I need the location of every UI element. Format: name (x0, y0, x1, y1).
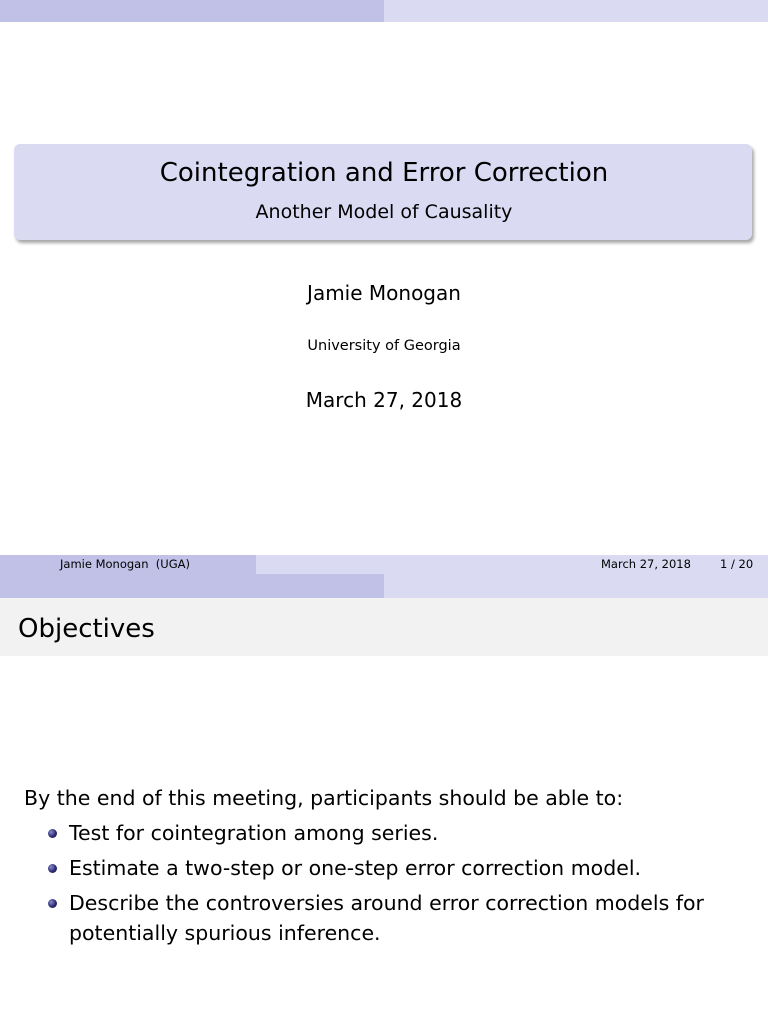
bullet-item: Test for cointegration among series. (69, 821, 439, 845)
slide-subtitle: Another Model of Causality (255, 201, 513, 223)
objectives-intro: By the end of this meeting, participants should be able to: (24, 786, 624, 810)
bullet-icon (48, 864, 57, 873)
author-name: Jamie Monogan (307, 281, 461, 305)
frame-title: Objectives (18, 614, 155, 644)
headline-bar-left (0, 0, 384, 22)
bullet-icon (48, 899, 57, 908)
slide2-headline-bar-left (0, 574, 384, 598)
presentation-date: March 27, 2018 (305, 388, 463, 412)
footer-page-number: 1 / 20 (720, 557, 754, 571)
bullet-item: Describe the controversies around error correction models for (69, 891, 704, 915)
bullet-icon (48, 829, 57, 838)
slide-title: Cointegration and Error Correction (159, 158, 609, 188)
footer-author: Jamie Monogan (UGA) (60, 557, 190, 571)
slide2-headline-bar-right (384, 574, 768, 598)
bullet-item-continuation: potentially spurious inference. (69, 921, 381, 945)
footer-date: March 27, 2018 (601, 557, 691, 571)
institute: University of Georgia (307, 338, 461, 354)
bullet-item: Estimate a two-step or one-step error correction model. (69, 856, 642, 880)
headline-bar-right (384, 0, 768, 22)
